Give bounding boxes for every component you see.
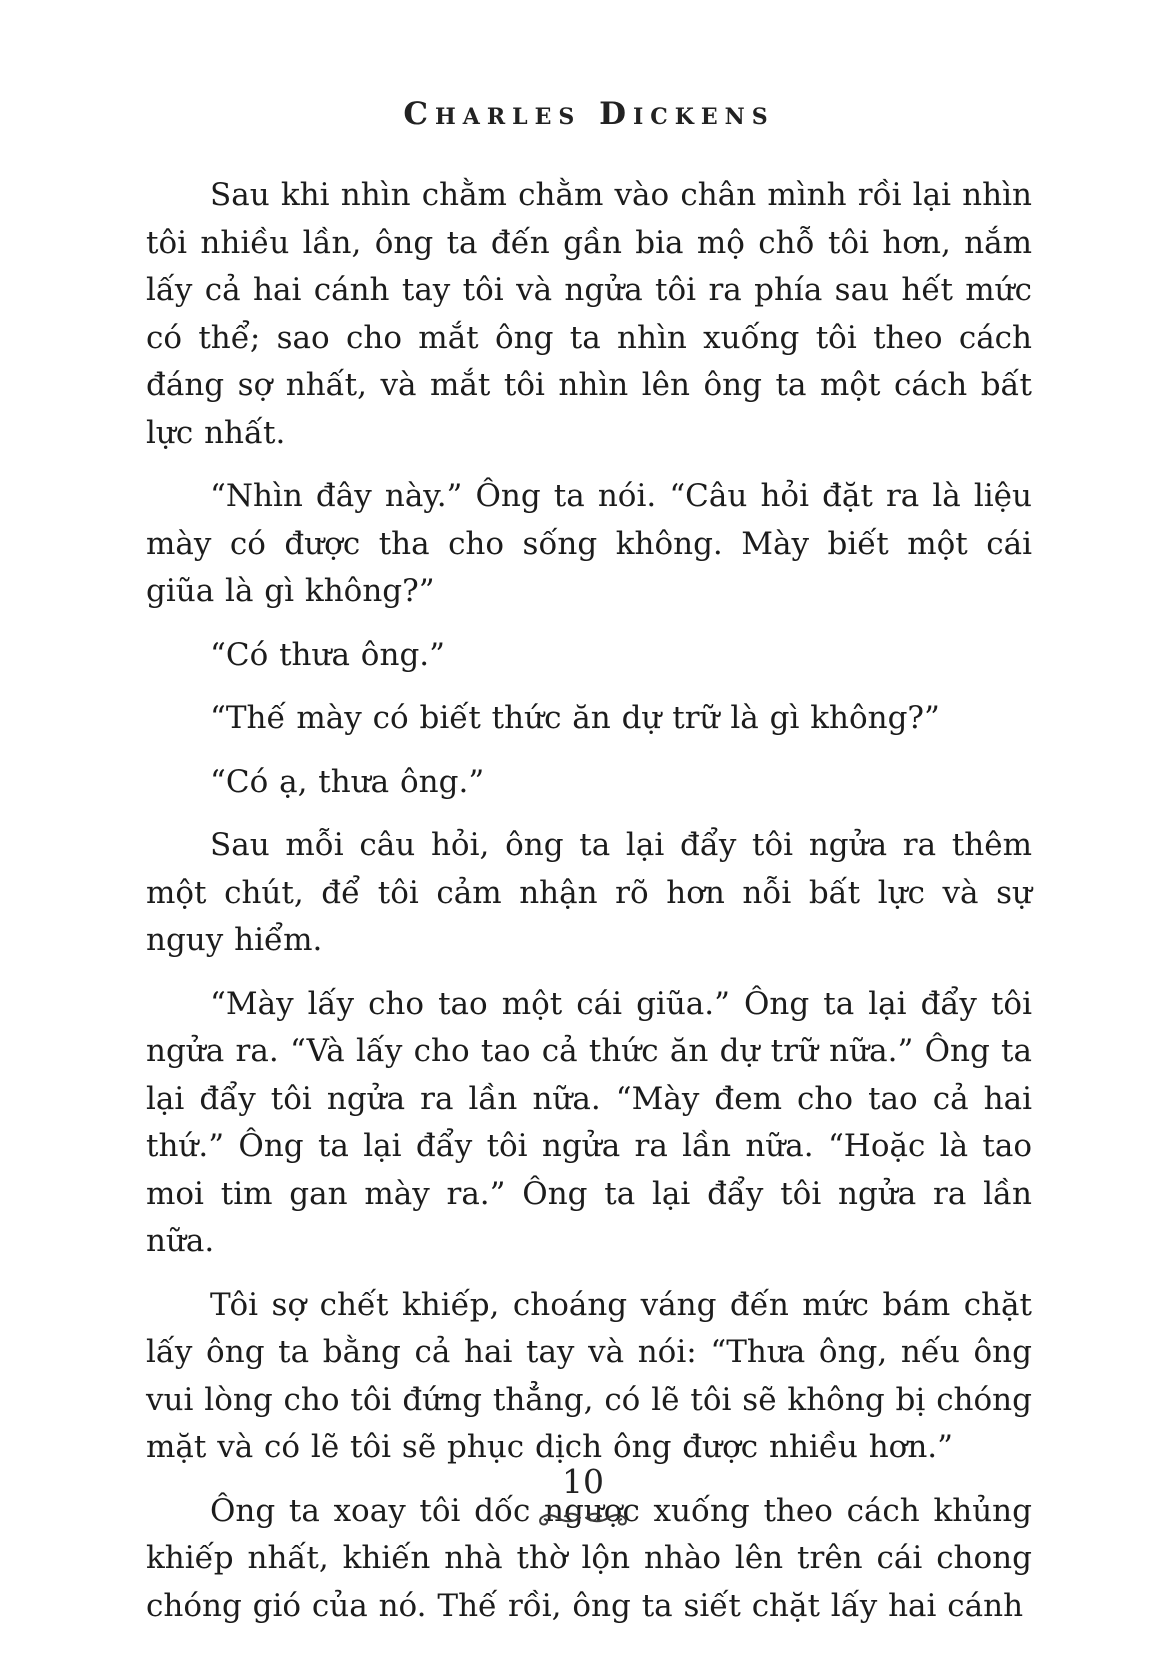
flourish-ornament-icon — [0, 1504, 1166, 1534]
paragraph: Ông ta xoay tôi dốc ngược xuống theo cách khủng khiếp nhất, khiến nhà thờ lộn nhào lên trên cái chong chóng gió của nó. Thế rồi, ông ta siết chặt lấy hai cánh — [146, 1492, 1032, 1624]
page-footer — [0, 1464, 1166, 1534]
author-header-title: Charles Dickens — [403, 96, 775, 132]
paragraph: “Có ạ, thưa ông.” — [210, 763, 485, 800]
paragraph: Tôi sợ chết khiếp, choáng váng đến mức bám chặt lấy ông ta bằng cả hai tay và nói: “Thưa ông, nếu ông vui lòng cho tôi đứng thẳng, có lẽ tôi sẽ không bị chóng mặt và có lẽ tôi sẽ phục dịch ông được nhiều hơn.” — [146, 1286, 1032, 1465]
page-number: 10 — [562, 1462, 604, 1501]
paragraph: “Thế mày có biết thức ăn dự trữ là gì không?” — [210, 700, 940, 736]
paragraph: “Mày lấy cho tao một cái giũa.” Ông ta lại đẩy tôi ngửa ra. “Và lấy cho tao cả thức ăn dự trữ nữa.” Ông ta lại đẩy tôi ngửa ra lần nữa. “Mày đem cho tao cả hai thứ.” Ông ta lại đẩy tôi ngửa ra lần nữa. “Hoặc là tao moi tim gan mày ra.” Ông ta lại đẩy tôi ngửa ra lần nữa. — [146, 985, 1032, 1259]
paragraph: Sau mỗi câu hỏi, ông ta lại đẩy tôi ngửa ra thêm một chút, để tôi cảm nhận rõ hơn nỗi bất lực và sự nguy hiểm. — [146, 827, 1032, 958]
paragraph: “Có thưa ông.” — [210, 636, 445, 673]
paragraph: Sau khi nhìn chằm chằm vào chân mình rồi lại nhìn tôi nhiều lần, ông ta đến gần bia mộ chỗ tôi hơn, nắm lấy cả hai cánh tay tôi và ngửa tôi ra phía sau hết mức có thể; sao cho mắt ông ta nhìn xuống tôi theo cách đáng sợ nhất, và mắt tôi nhìn lên ông ta một cách bất lực nhất. — [146, 177, 1032, 451]
running-header — [146, 96, 1032, 132]
paragraph: “Nhìn đây này.” Ông ta nói. “Câu hỏi đặt ra là liệu mày có được tha cho sống không. Mày biết một cái giũa là gì không?” — [146, 478, 1032, 609]
